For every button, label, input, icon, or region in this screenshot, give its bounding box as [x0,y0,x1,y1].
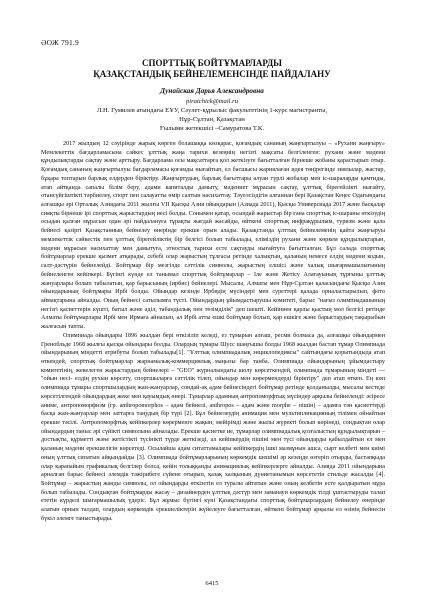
article-body [41,140,385,524]
paper-title-line-1: СПОРТТЫҚ БОЙТҰМАРЛАРДЫ [141,58,283,68]
author-name: Дунайская Дарья Александровна [160,87,264,95]
author-email: piratchick@mail.ru [185,98,239,105]
author-affiliation: Л.Н. Гумилев атындағы ЕҰУ, Сәулет-құрылыс факультетінің 1-курс магистранты, [96,107,328,114]
body-paragraph-2: Олимпиада ойындары 1896 жылдан бері өткізіліп келеді, ез тұмарын алғаш, ресми болмаса да, алғашқы ойындармен Гренобльде 1968 жылғы қысқы ойындары болды. Олардың тұмары Шусс шаңғышы болды 1968 жылдан бастап тұмар Олимпиада ойындарының міндетті атрибуты болып табылады[1]. "Ұлттық олимпиадалық энциклопедиясы" сайтындағы қорытындыда атап өткендей, спорттық бойтұмарлар жарнамалық-коммерциялық маңызы бар танба. Олимпиада ойындарының ұйымдастыру комитетінің, жекелеген жарыстардың бейнелері – "GEO" журналындағы шолу көрсеткендей, олимпиада тұмарының міндеті — "ойын несі- елдің рухын көрсету, спортшыларға сәттілік тілеп, ойындар мен көрермендерді біріктіру" деп атап өткен. Ең көп олимпиада тұмары спортшылардың жан-жануарлар, сондай-ақ адам бейнесіндегі бойтұмар ретінде қолданылды, мысалы кестеде көрсетілгендей ойындардың жеке мен қауымдық өнері. Тұмарлар адамның антропоморфтық мүсіндер арқылы бейнеленді: әсіресе аниме, антропоморфизм (гр. anthropomorphos – адам бейнелі, anthropos – адам және morphe – пішін) – адамға тән қасиеттерді басқа жан-жануарлар мен заттарға таңудың бір түрі [2]. Бұл бейнелеудің анимация мен мультипликацияның тілімен ойнайтын ерекше тәсілі. Антропоморфтық кейіпкерлер көрерменге жақын, мейірімді және жылы жүректі болып көрінеді, сондықтан олар ойындардың таныс әрі сүйікті символына айналады. Ерекше қасиетке ие, тұмарлар олимпиадалық қозғалыстың құндылықтарын – достықты, құрметті және жетістікті түсінікті түрде жеткізеді, ал кейіпкердің пішіні мен түсі ойындарды қабылдайтын ел мен қаланың мәдени ерекшелігін көрсетеді. Осылайша адам ситаттамалары кейіпкердің ішкі мазмұнын ашса, сырт келбеті мен киімі оның ұлттық сипатын айқындайды [3]. Олимпиада бойтұмарларының көркемдік шешімі әр кезеңде өзгеріп отырды, бастапқыда олар қарапайым графикалық белгілер болса, кейін толыққанды анимациялық кейіпкерлерге айналды. Азияда 2011 ойындарына арналған барыс бейнесі әлемдік тәжірибеге сүйене отырып, қазақ халқының дүниетанымын көрсететін стильде жасалды [4]. Бойтұмар – жарыстың жанды символы, ол ойындарды өткізетін ел туралы айтатын және оның келбетін есте қалдыратын мұра болып табылады. Сондықтан бойтұмарды жасау – дизайнерден ұлттық дәстүр мен заманауи көркемдік тілді ұштастыруды талап ететін күрделі шығармашылық үдеріс. Бұл жұмыс бүгінгі күні Қазақстандағы спорттық бойтұмарлардың бейнелеу өнерінде алатын орнын талдап, олардың көркемдік ерекшеліктерін жүйелеуге бағытталған, өйткені бойтұмар арқылы ел өзінің бейнесін бүкіл әлемге таныстырады. [41,332,385,522]
author-location: Нұр-Сұлтан, Қазақстан [179,116,245,123]
body-paragraph-1: 2017 жылдың 12 сәуірінде жарық көрген болашаққа көзқарас, қоғамдық сананың жаңғыртылуы – «Рухани жаңғыру» Мемлекеттік бағдарламасына сәйкес ұлттық жаңа тарихи кезеңнің негізгі мақсаты белгіленген: рухани және мәдени құндылықтарды сақтау және арттыру. Бағдарлама осы мақсаттарға қол жеткізуге бағытталған бірнеше жобаны қарастырып отыр. Қоғамдық сананың жаңғыртылуы бағдарламасы қоғамды нығайтып, ел басшысы жариялаған идея төңірегінде зиялылар, жастар, бұқара топтарын барлық елдерден біріктіру. Жаңғыртудың, барлық бағыттары алуан түрлі жобалар мен іс-шараларды қамтиды, атап айтқанда сапалы білім беру, адами капиталды дамыту, мәдениет мұрасын сақтау, ұлттық бірегейлікті нығайту, отансүйгіштікті тәрбиелеу, спорт пен салауатты өмір салтын насихаттау. Тәуелсіздігін алғаннан бері Қазақстан Кеңес Одағындағы алғашқы әрі Орталық Азиядағы 2011 жылғы VII Қысқы Азия ойындарын (Азиада 2011), Қысқы Универсиада 2017 және басқалар сияқты бірнеше ірі спорттық жарыстардың иесі болды. Сонымен қатар, осындай жарыстар бір ғана спорттық іс-шараны өткізудің осыдан қалған мұрасын одан әрі пайдалануға тұрақты жағдай жасайды, өйткені спорттық инфрақұрылым, туризм және қала бейнесі қазіргі Қазақстанның бейнелеу өнерінде ерекше орын алады. Қазақстанда ұлттық бейнелеменің қайта жаңғыруы мемлекеттік сәйкестік пен ұлттық бірегейліктің бір белгісі болып табылады, еліміздің рухани және көркем құндылықтарын, мәдени мұрасын насихаттау мен дамытуға, этностық тарихи есте сақтауды нығайтуға бағытталған. Бұл салада спорттық бойтұмарлар ерекше қызмет атқарады, себебі олар жарыстың тұлғасы ретінде халықтың, қаланың немесе елдің мәдени кодын, салт-дәстүрін бейнелейді. Бойтұмар бір мезгілде сәттілік символы, жарыстың елшісі және халық шығармашылығының бейнеленген кейіпкері. Бүгінгі күнде ел танымал спорттық бойтұмарлар – Іле және Жетісу Алатауының тұрғыны ұлттық жануарлары болып табылатын, қар барысының (ирбис) бейнелері. Мысалы, Алматы мен Нұр-Сұлтан қаласындағы Қысқы Азия ойындарының бойтұмары Ирбі болды. Ойындар кезінде Ирбидің мүсіндері мен суреттері қалада орналастырылып, фото аймақтарына айналды. Оның бейнесі сатылымға түсті. Ойындардың ұйымдастырушы комитеті, барыс "нағыз олимпиадашының негізгі қасиеттерін күшті, батыл және әділ, табандылық пен төзімділік" деп шешті. Кейіннен қарлы қыстың мол белгісі ретінде Алматы бойтұмарлары Ирбі мен Ирмаға айналып, ал Ирбі атты ешкі бойтұмар болып, қар ешкіге және барыстардың тақырыбын жалғасын тапты. [41,141,385,331]
udc-code: ӘОЖ 791.9 [41,38,79,47]
supervisor: Ғылыми жетекшісі –Самуратова Т.К. [160,125,264,132]
paper-title-line-2: ҚАЗАҚСТАНДЫҚ БЕЙНЕЛЕМЕНСІНДЕ ПАЙДАЛАНУ [93,69,331,79]
page-number: 6415 [205,580,219,587]
